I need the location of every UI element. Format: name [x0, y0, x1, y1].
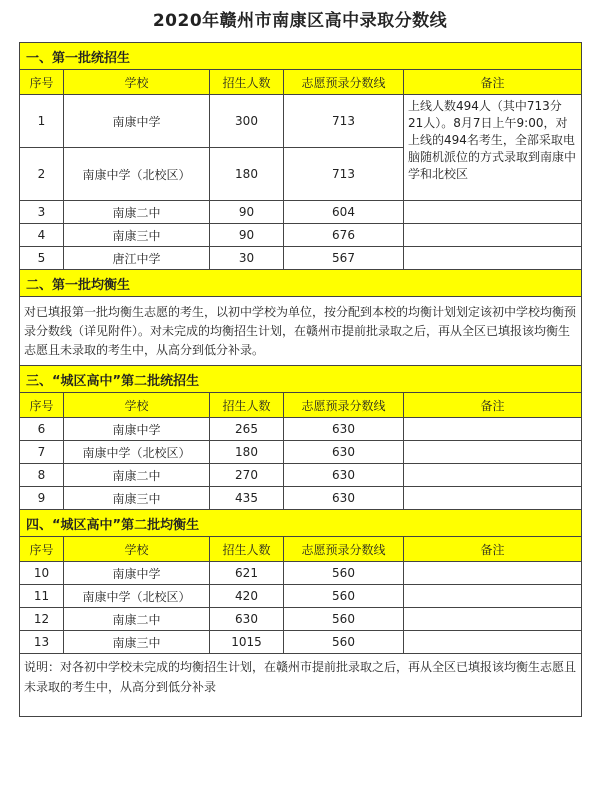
cell-count: 630 — [210, 608, 284, 631]
cell-no: 6 — [20, 418, 64, 441]
cell-score: 560 — [284, 562, 404, 585]
cell-no: 12 — [20, 608, 64, 631]
cell-score: 630 — [284, 487, 404, 510]
cell-no: 4 — [20, 224, 64, 247]
cell-count: 1015 — [210, 631, 284, 654]
cell-note — [404, 418, 582, 441]
cell-score: 604 — [284, 201, 404, 224]
header-school: 学校 — [64, 70, 210, 95]
cell-no: 2 — [20, 148, 64, 201]
header-note: 备注 — [404, 537, 582, 562]
header-school: 学校 — [64, 537, 210, 562]
cell-score: 560 — [284, 631, 404, 654]
cell-note — [404, 585, 582, 608]
header-count: 招生人数 — [210, 70, 284, 95]
cell-no: 11 — [20, 585, 64, 608]
table-row — [20, 464, 582, 487]
table-row — [20, 95, 582, 148]
table-row — [20, 487, 582, 510]
cell-score: 567 — [284, 247, 404, 270]
table-header-row — [20, 537, 582, 562]
cell-no: 9 — [20, 487, 64, 510]
header-count: 招生人数 — [210, 393, 284, 418]
section-2-title: 二、第一批均衡生 — [20, 270, 582, 297]
cell-score: 560 — [284, 585, 404, 608]
header-score: 志愿预录分数线 — [284, 393, 404, 418]
cell-score: 630 — [284, 418, 404, 441]
cell-note — [404, 562, 582, 585]
table-header-row — [20, 393, 582, 418]
cell-count: 180 — [210, 148, 284, 201]
cell-no: 1 — [20, 95, 64, 148]
cell-school: 南康中学 — [64, 95, 210, 148]
cell-count: 435 — [210, 487, 284, 510]
header-no: 序号 — [20, 393, 64, 418]
cell-note — [404, 224, 582, 247]
footnote: 说明：对各初中学校未完成的均衡招生计划，在赣州市提前批录取之后，再从全区已填报该均衡生志愿且未录取的考生中，从高分到低分补录 — [20, 654, 582, 717]
cell-note — [404, 631, 582, 654]
cell-count: 30 — [210, 247, 284, 270]
cell-no: 5 — [20, 247, 64, 270]
section-3-title: 三、“城区高中”第二批统招生 — [20, 366, 582, 393]
cell-score: 560 — [284, 608, 404, 631]
table-row — [20, 418, 582, 441]
cell-count: 621 — [210, 562, 284, 585]
cell-school: 南康中学（北校区） — [64, 148, 210, 201]
cell-school: 南康中学 — [64, 562, 210, 585]
cell-score: 713 — [284, 148, 404, 201]
cell-no: 13 — [20, 631, 64, 654]
cell-no: 10 — [20, 562, 64, 585]
header-note: 备注 — [404, 393, 582, 418]
section-2-text: 对已填报第一批均衡生志愿的考生，以初中学校为单位，按分配到本校的均衡计划划定该初中学校均衡预录分数线（详见附件）。对未完成的均衡招生计划，在赣州市提前批录取之后，再从全区已填报该均衡生志愿且未录取的考生中，从高分到低分补录。 — [20, 297, 582, 366]
header-score: 志愿预录分数线 — [284, 537, 404, 562]
cell-school: 南康三中 — [64, 487, 210, 510]
cell-count: 90 — [210, 224, 284, 247]
cell-note — [404, 441, 582, 464]
section-1-note: 上线人数494人（其中713分21人）。8月7日上午9:00，对上线的494名考生，全部采取电脑随机派位的方式录取到南康中学和北校区 — [404, 95, 582, 201]
cell-school: 南康中学（北校区） — [64, 441, 210, 464]
cell-count: 270 — [210, 464, 284, 487]
cell-no: 3 — [20, 201, 64, 224]
header-score: 志愿预录分数线 — [284, 70, 404, 95]
header-note: 备注 — [404, 70, 582, 95]
cell-score: 713 — [284, 95, 404, 148]
page-title: 2020年赣州市南康区高中录取分数线 — [152, 11, 448, 31]
table-row — [20, 201, 582, 224]
cell-note — [404, 608, 582, 631]
cell-score: 630 — [284, 441, 404, 464]
admission-table — [19, 42, 582, 717]
table-row — [20, 631, 582, 654]
cell-note — [404, 487, 582, 510]
cell-count: 90 — [210, 201, 284, 224]
cell-no: 7 — [20, 441, 64, 464]
cell-school: 南康二中 — [64, 201, 210, 224]
cell-school: 南康中学（北校区） — [64, 585, 210, 608]
cell-school: 南康二中 — [64, 608, 210, 631]
header-count: 招生人数 — [210, 537, 284, 562]
table-header-row — [20, 70, 582, 95]
table-row — [20, 562, 582, 585]
cell-count: 300 — [210, 95, 284, 148]
cell-school: 南康中学 — [64, 418, 210, 441]
cell-school: 南康三中 — [64, 631, 210, 654]
cell-count: 180 — [210, 441, 284, 464]
cell-note — [404, 464, 582, 487]
cell-score: 676 — [284, 224, 404, 247]
cell-count: 265 — [210, 418, 284, 441]
cell-school: 唐江中学 — [64, 247, 210, 270]
header-no: 序号 — [20, 537, 64, 562]
header-school: 学校 — [64, 393, 210, 418]
table-row — [20, 247, 582, 270]
section-4-title: 四、“城区高中”第二批均衡生 — [20, 510, 582, 537]
table-row — [20, 608, 582, 631]
header-no: 序号 — [20, 70, 64, 95]
cell-school: 南康三中 — [64, 224, 210, 247]
table-row — [20, 441, 582, 464]
cell-no: 8 — [20, 464, 64, 487]
table-row — [20, 585, 582, 608]
section-1-title: 一、第一批统招生 — [20, 43, 582, 70]
table-row — [20, 224, 582, 247]
cell-note — [404, 201, 582, 224]
cell-count: 420 — [210, 585, 284, 608]
cell-note — [404, 247, 582, 270]
cell-score: 630 — [284, 464, 404, 487]
cell-school: 南康二中 — [64, 464, 210, 487]
